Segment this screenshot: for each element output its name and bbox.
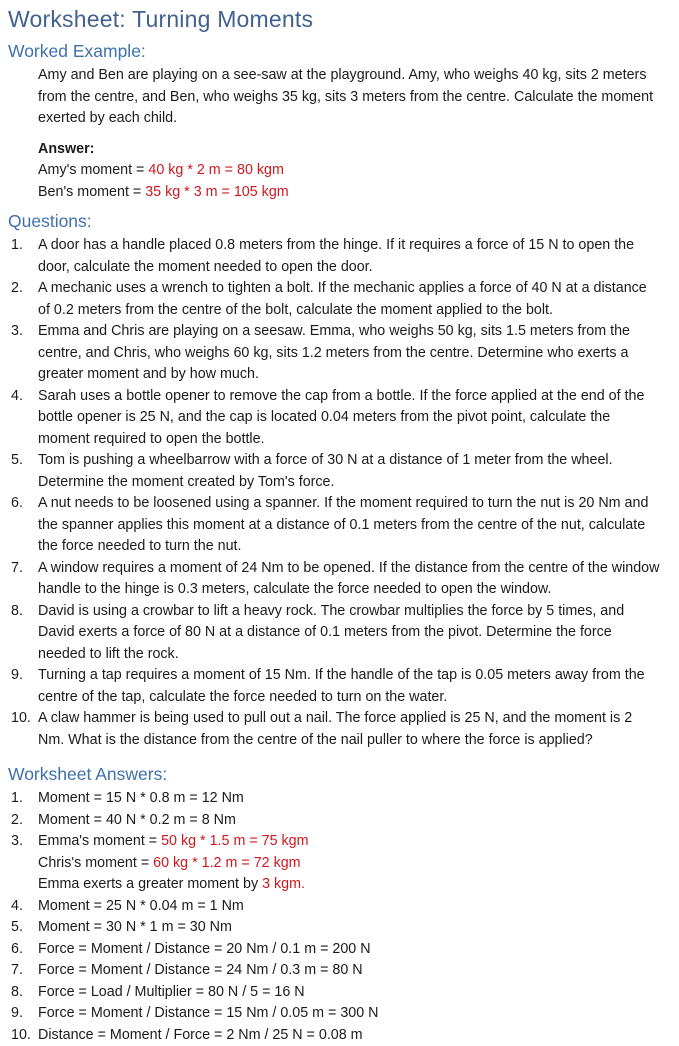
item-text [38, 386, 663, 451]
text-segment: Moment = 30 N * 1 m = 30 Nm [38, 919, 232, 935]
text-segment: David is using a crowbar to lift a heavy rock. The crowbar multiplies the force by 5 times, and David exerts a force of 80 N at a distance of 0.1 meters from the pivot. Determine the force needed to lift the rock. [38, 603, 624, 662]
text-segment: Ben's moment = [38, 184, 145, 200]
page-title: Worksheet: Turning Moments [8, 6, 663, 33]
text-line [38, 1025, 662, 1046]
text-segment: Sarah uses a bottle opener to remove the cap from a bottle. If the force applied at the end of the bottle opener is 25 N, and the cap is located 0.04 meters from the pivot point, calculate the moment required to open the bottle. [38, 388, 644, 447]
text-line [38, 235, 662, 278]
text-segment: Force = Moment / Distance = 24 Nm / 0.3 m = 80 N [38, 962, 363, 978]
red-calc-text: 40 kg * 2 m = 80 kgm [148, 162, 284, 178]
text-segment: Force = Moment / Distance = 20 Nm / 0.1 m = 200 N [38, 941, 371, 957]
answer-item [8, 960, 663, 982]
answer-item [8, 939, 663, 961]
item-text [38, 493, 663, 558]
worked-answer-lines [38, 160, 663, 203]
question-item [8, 665, 663, 708]
text-line [38, 939, 662, 961]
text-segment: A door has a handle placed 0.8 meters from the hinge. If it requires a force of 15 N to open the door, calculate the moment needed to open the door. [38, 237, 634, 275]
item-text [38, 665, 663, 708]
text-line [38, 665, 662, 708]
text-line [38, 321, 662, 386]
item-text [38, 810, 663, 832]
text-line [38, 917, 662, 939]
item-number: 4. [8, 386, 38, 451]
questions-heading: Questions: [8, 211, 663, 232]
text-segment: A claw hammer is being used to pull out a nail. The force applied is 25 N, and the moment is 2 Nm. What is the distance from the centre of the nail puller to where the force is applied? [38, 710, 632, 748]
item-text [38, 235, 663, 278]
text-line [38, 160, 663, 182]
question-item [8, 708, 663, 751]
red-calc-text: 35 kg * 3 m = 105 kgm [145, 184, 288, 200]
text-line [38, 1003, 662, 1025]
item-number: 7. [8, 558, 38, 601]
text-segment: Emma exerts a greater moment by [38, 876, 262, 892]
text-segment: Tom is pushing a wheelbarrow with a force of 30 N at a distance of 1 meter from the wheel. Determine the moment created by Tom's force. [38, 452, 613, 490]
text-line [38, 386, 662, 451]
item-text [38, 1025, 663, 1046]
item-text [38, 601, 663, 666]
answer-item [8, 896, 663, 918]
worked-example-heading: Worked Example: [8, 41, 663, 62]
question-item [8, 493, 663, 558]
questions-list [8, 235, 663, 751]
answer-item [8, 982, 663, 1004]
red-calc-text: 50 kg * 1.5 m = 75 kgm [161, 833, 308, 849]
item-text [38, 708, 663, 751]
item-text [38, 1003, 663, 1025]
red-calc-text: 3 kgm. [262, 876, 305, 892]
item-text [38, 558, 663, 601]
item-number: 7. [8, 960, 38, 982]
red-calc-text: 60 kg * 1.2 m = 72 kgm [153, 855, 300, 871]
text-line [38, 450, 662, 493]
text-line [38, 874, 662, 896]
answer-item [8, 810, 663, 832]
item-number: 2. [8, 810, 38, 832]
text-line [38, 493, 662, 558]
text-line [38, 708, 662, 751]
text-line [38, 278, 662, 321]
text-line [38, 960, 662, 982]
text-segment: A nut needs to be loosened using a spanner. If the moment required to turn the nut is 20 Nm and the spanner applies this moment at a distance of 0.1 meters from the centre of the nut, calculate the force needed to turn the nut. [38, 495, 648, 554]
item-number: 3. [8, 831, 38, 896]
item-number: 9. [8, 665, 38, 708]
question-item [8, 321, 663, 386]
text-line [38, 788, 662, 810]
question-item [8, 450, 663, 493]
text-line [38, 831, 662, 853]
item-number: 10. [8, 1025, 38, 1046]
text-segment: Moment = 40 N * 0.2 m = 8 Nm [38, 812, 236, 828]
item-number: 5. [8, 917, 38, 939]
text-line [38, 853, 662, 875]
text-segment: Turning a tap requires a moment of 15 Nm. If the handle of the tap is 0.05 meters away from the centre of the tap, calculate the force needed to turn on the water. [38, 667, 645, 705]
text-segment: Distance = Moment / Force = 2 Nm / 25 N = 0.08 m [38, 1027, 363, 1043]
item-text [38, 788, 663, 810]
text-segment: Emma and Chris are playing on a seesaw. Emma, who weighs 50 kg, sits 1.5 meters from the centre, and Chris, who weighs 60 kg, sits 1.2 meters from the centre. Determine who exerts a greater moment and by how much. [38, 323, 630, 382]
text-line [38, 896, 662, 918]
text-segment: A mechanic uses a wrench to tighten a bolt. If the mechanic applies a force of 40 N at a distance of 0.2 meters from the centre of the bolt, calculate the moment applied to the bolt. [38, 280, 647, 318]
item-number: 6. [8, 493, 38, 558]
text-line [38, 558, 662, 601]
item-number: 10. [8, 708, 38, 751]
question-item [8, 278, 663, 321]
item-text [38, 939, 663, 961]
item-number: 2. [8, 278, 38, 321]
item-number: 1. [8, 235, 38, 278]
question-item [8, 601, 663, 666]
answers-list [8, 788, 663, 1046]
answer-label: Answer: [38, 139, 663, 161]
text-segment: Moment = 15 N * 0.8 m = 12 Nm [38, 790, 244, 806]
worked-example-body: Amy and Ben are playing on a see-saw at the playground. Amy, who weighs 40 kg, sits 2 meters from the centre, and Ben, who weighs 35 kg, sits 3 meters from the centre. Calculate the moment exerted by each child. [38, 65, 663, 130]
text-line [38, 810, 662, 832]
item-number: 8. [8, 982, 38, 1004]
text-line [38, 601, 662, 666]
answers-heading: Worksheet Answers: [8, 764, 663, 785]
text-segment: Force = Load / Multiplier = 80 N / 5 = 16 N [38, 984, 305, 1000]
answer-item [8, 1025, 663, 1046]
item-number: 1. [8, 788, 38, 810]
item-number: 4. [8, 896, 38, 918]
text-line [38, 182, 663, 204]
text-line [38, 982, 662, 1004]
item-text [38, 960, 663, 982]
item-text [38, 278, 663, 321]
text-segment: Emma's moment = [38, 833, 161, 849]
question-item [8, 386, 663, 451]
item-number: 5. [8, 450, 38, 493]
answer-item [8, 788, 663, 810]
item-text [38, 321, 663, 386]
item-number: 6. [8, 939, 38, 961]
item-text [38, 896, 663, 918]
answer-item [8, 1003, 663, 1025]
item-text [38, 831, 663, 896]
item-number: 9. [8, 1003, 38, 1025]
question-item [8, 235, 663, 278]
text-segment: A window requires a moment of 24 Nm to be opened. If the distance from the centre of the window handle to the hinge is 0.3 meters, calculate the force needed to open the window. [38, 560, 659, 598]
text-segment: Force = Moment / Distance = 15 Nm / 0.05 m = 300 N [38, 1005, 379, 1021]
item-text [38, 917, 663, 939]
question-item [8, 558, 663, 601]
answer-item [8, 917, 663, 939]
text-segment: Amy's moment = [38, 162, 148, 178]
item-number: 8. [8, 601, 38, 666]
answer-item [8, 831, 663, 896]
item-number: 3. [8, 321, 38, 386]
item-text [38, 450, 663, 493]
text-segment: Moment = 25 N * 0.04 m = 1 Nm [38, 898, 244, 914]
item-text [38, 982, 663, 1004]
text-segment: Chris's moment = [38, 855, 153, 871]
